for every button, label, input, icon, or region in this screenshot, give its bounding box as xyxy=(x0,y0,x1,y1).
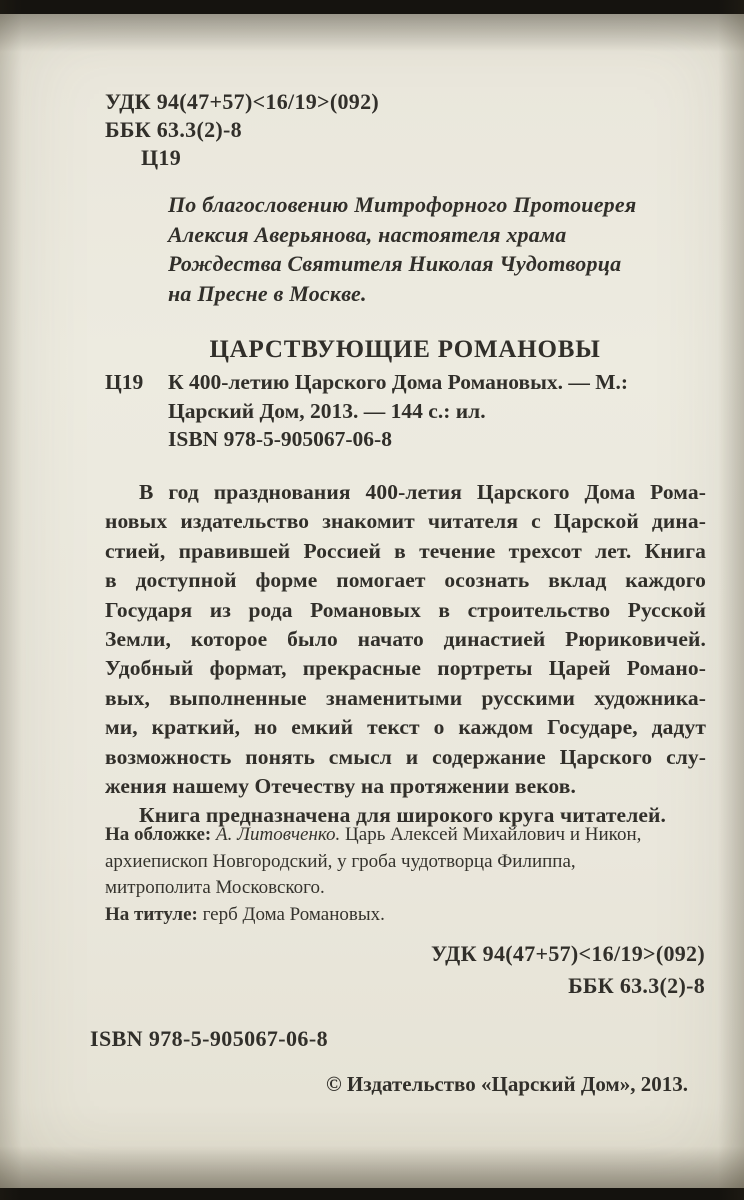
cover-credit-line-3: митрополита Московского. xyxy=(105,877,325,898)
bbk-code: ББК 63.3(2)-8 xyxy=(105,117,242,142)
annotation-line: возможность понять смысл и содержание Царского слу- xyxy=(105,744,706,769)
photo-edge-bottom xyxy=(0,1188,744,1200)
cover-artist: А. Литовченко. xyxy=(216,824,341,845)
catalog-line: К 400-летию Царского Дома Романовых. — М.: xyxy=(168,370,629,394)
annotation-line: Земли, которое было начато династией Рюриковичей. xyxy=(105,627,706,652)
annotation-line: новых издательство знакомит читателя с Царской дина- xyxy=(105,509,706,534)
annotation-line: Государя из рода Романовых в строительство Русской xyxy=(105,597,706,622)
book-title: ЦАРСТВУЮЩИЕ РОМАНОВЫ xyxy=(209,336,601,363)
annotation-line: В год празднования 400-летия Царского Дома Рома- xyxy=(139,480,706,504)
blessing-line: на Пресне в Москве. xyxy=(168,280,367,306)
title-page-credit-line xyxy=(105,902,705,929)
head-bibliographic-codes xyxy=(105,88,379,172)
annotation-line: Удобный формат, прекрасные портреты Царей Романо- xyxy=(105,656,706,681)
catalog-letter-code: Ц19 xyxy=(141,145,182,170)
title-page-rest: герб Дома Романовых. xyxy=(202,903,385,925)
cover-credit-line-2: архиепископ Новгородский, у гроба чудотворца Филиппа, xyxy=(105,850,576,872)
annotation-line: ми, краткий, но емкий текст о каждом Государе, дадут xyxy=(105,715,706,740)
photo-edge-right-shadow xyxy=(718,0,744,1200)
annotation-paragraph xyxy=(105,478,706,831)
annotation-line: в доступной форме помогает осознать вклад каждого xyxy=(105,568,706,593)
cover-credit-line-1 xyxy=(105,822,705,849)
catalog-line: ISBN 978-5-905067-06-8 xyxy=(168,427,392,451)
catalog-lines xyxy=(168,368,705,454)
copyright-line: © Издательство «Царский Дом», 2013. xyxy=(325,1072,688,1096)
cover-label: На обложке: xyxy=(105,824,217,845)
cover-credits xyxy=(105,822,705,928)
annotation-line: жения нашему Отечеству на протяжении веков. xyxy=(105,774,576,799)
catalog-code: Ц19 xyxy=(105,370,144,394)
photo-edge-top-shadow xyxy=(0,14,744,52)
annotation-line: Книга предназначена для широкого круга читателей. xyxy=(139,803,666,828)
isbn-number: ISBN 978-5-905067-06-8 xyxy=(90,1026,328,1051)
photo-edge-bottom-shadow xyxy=(0,1146,744,1188)
blessing-line: Алексия Аверьянова, настоятеля храма xyxy=(168,221,567,247)
annotation-line: стией, правившей Россией в течение трехсот лет. Книга xyxy=(105,538,706,563)
blessing-note xyxy=(168,190,636,308)
udk-code: УДК 94(47+57)<16/19>(092) xyxy=(105,89,380,114)
catalog-entry xyxy=(105,368,705,454)
footer-bbk-code: ББК 63.3(2)-8 xyxy=(568,972,705,998)
footer-bibliographic-codes xyxy=(431,938,705,1001)
photo-edge-left-shadow xyxy=(0,0,22,1200)
catalog-line: Царский Дом, 2013. — 144 с.: ил. xyxy=(168,398,486,423)
cover-painting-title: Царь Алексей Михайлович и Никон, xyxy=(340,824,642,845)
title-page-label: На титуле: xyxy=(105,903,203,925)
blessing-line: По благословению Митрофорного Протоиерея xyxy=(168,192,637,217)
photo-edge-top xyxy=(0,0,744,14)
annotation-line: вых, выполненные знаменитыми русскими художника- xyxy=(105,685,706,710)
blessing-line: Рождества Святителя Николая Чудотворца xyxy=(168,251,622,276)
footer-udk-code: УДК 94(47+57)<16/19>(092) xyxy=(430,941,705,966)
